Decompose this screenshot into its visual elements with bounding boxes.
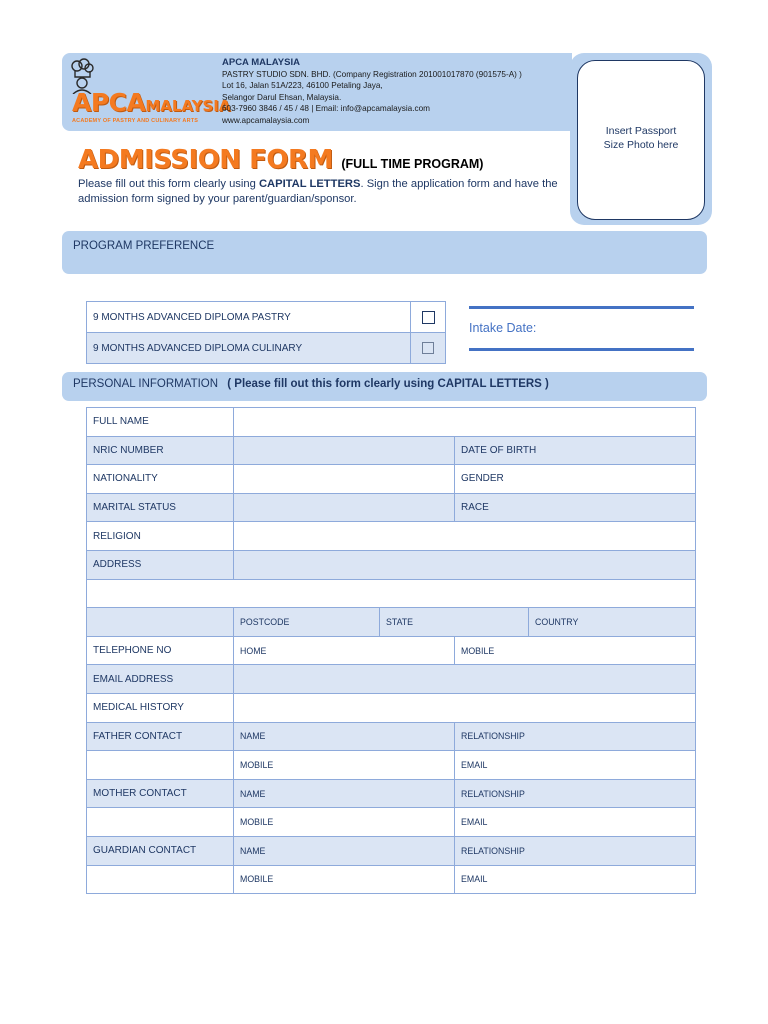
table-row	[87, 636, 696, 665]
passport-photo-box[interactable]	[577, 60, 705, 220]
address-spacer	[87, 608, 234, 637]
race-field[interactable]: RACE	[455, 493, 696, 522]
full-name-label: FULL NAME	[87, 408, 234, 437]
program-checkbox-cell	[411, 333, 446, 364]
company-address-2: Selangor Darul Ehsan, Malaysia.	[222, 92, 342, 102]
company-name: APCA MALAYSIA	[222, 57, 300, 68]
guardian-name-field[interactable]: NAME	[234, 836, 455, 865]
table-row	[87, 436, 696, 465]
father-contact-label: FATHER CONTACT	[87, 722, 234, 751]
dob-field[interactable]: DATE OF BIRTH	[455, 436, 696, 465]
program-table	[86, 301, 446, 364]
personal-info-table	[86, 407, 696, 894]
table-row	[87, 865, 696, 894]
table-row	[87, 493, 696, 522]
nric-input[interactable]	[234, 436, 455, 465]
company-registration: PASTRY STUDIO SDN. BHD. (Company Registration 201001017870 (901575-A) )	[222, 69, 522, 79]
address-input-1[interactable]	[234, 550, 696, 579]
full-name-input[interactable]	[234, 408, 696, 437]
address-input-2[interactable]	[87, 579, 696, 608]
table-row	[87, 779, 696, 808]
guardian-contact-label: GUARDIAN CONTACT	[87, 836, 234, 865]
state-field[interactable]: STATE	[380, 608, 529, 637]
intake-divider-top	[469, 306, 694, 309]
mother-spacer	[87, 808, 234, 837]
section-program-preference	[62, 231, 707, 274]
table-row	[87, 408, 696, 437]
nationality-label: NATIONALITY	[87, 465, 234, 494]
photo-label-2: Size Photo here	[603, 139, 679, 151]
guardian-email-field[interactable]: EMAIL	[455, 865, 696, 894]
nationality-input[interactable]	[234, 465, 455, 494]
photo-label-1: Insert Passport	[605, 125, 677, 137]
medical-history-label: MEDICAL HISTORY	[87, 693, 234, 722]
religion-label: RELIGION	[87, 522, 234, 551]
mother-relationship-field[interactable]: RELATIONSHIP	[455, 779, 696, 808]
table-row	[87, 579, 696, 608]
religion-input[interactable]	[234, 522, 696, 551]
program-checkbox-cell	[411, 302, 446, 333]
title-sub: (FULL TIME PROGRAM)	[341, 157, 484, 171]
section-personal-title: PERSONAL INFORMATION	[73, 378, 219, 390]
apca-logo	[64, 58, 231, 128]
table-row	[87, 665, 696, 694]
intro-emphasis: CAPITAL LETTERS	[258, 178, 361, 190]
program-row	[87, 333, 446, 364]
table-row	[87, 808, 696, 837]
intake-date-field[interactable]: Intake Date:	[469, 321, 537, 335]
postcode-field[interactable]: POSTCODE	[234, 608, 380, 637]
title-main: ADMISSION FORM	[78, 145, 333, 175]
intro-text: Please fill out this form clearly using CAPITAL LETTERS. Sign the application form and have the admission form signed by your parent/guardian/sponsor.	[78, 178, 558, 205]
table-row	[87, 550, 696, 579]
program-label: 9 MONTHS ADVANCED DIPLOMA CULINARY	[87, 333, 411, 364]
company-website: www.apcamalaysia.com	[222, 115, 310, 125]
nric-label: NRIC NUMBER	[87, 436, 234, 465]
email-address-label: EMAIL ADDRESS	[87, 665, 234, 694]
father-spacer	[87, 751, 234, 780]
telephone-label: TELEPHONE NO	[87, 636, 234, 665]
home-phone-field[interactable]: HOME	[234, 636, 455, 665]
section-personal-information	[62, 372, 707, 401]
company-contact: 603-7960 3846 / 45 / 48 | Email: info@apcamalaysia.com	[222, 104, 430, 113]
guardian-spacer	[87, 865, 234, 894]
program-pastry-checkbox[interactable]	[422, 311, 435, 324]
mother-contact-label: MOTHER CONTACT	[87, 779, 234, 808]
table-row	[87, 608, 696, 637]
program-culinary-checkbox[interactable]	[422, 342, 434, 354]
table-row	[87, 465, 696, 494]
table-row	[87, 836, 696, 865]
table-row	[87, 722, 696, 751]
table-row	[87, 751, 696, 780]
mother-email-field[interactable]: EMAIL	[455, 808, 696, 837]
intake-divider-bottom	[469, 348, 694, 351]
section-program-title: PROGRAM PREFERENCE	[73, 240, 215, 252]
father-email-field[interactable]: EMAIL	[455, 751, 696, 780]
gender-field[interactable]: GENDER	[455, 465, 696, 494]
mobile-phone-field[interactable]: MOBILE	[455, 636, 696, 665]
section-personal-note: ( Please fill out this form clearly using CAPITAL LETTERS )	[227, 378, 549, 390]
table-row	[87, 693, 696, 722]
address-label: ADDRESS	[87, 550, 234, 579]
father-mobile-field[interactable]: MOBILE	[234, 751, 455, 780]
company-address-1: Lot 16, Jalan 51A/223, 46100 Petaling Jaya,	[222, 81, 383, 90]
table-row	[87, 522, 696, 551]
program-label: 9 MONTHS ADVANCED DIPLOMA PASTRY	[87, 302, 411, 333]
page-title	[78, 145, 483, 175]
marital-status-input[interactable]	[234, 493, 455, 522]
father-relationship-field[interactable]: RELATIONSHIP	[455, 722, 696, 751]
email-address-input[interactable]	[234, 665, 696, 694]
mother-name-field[interactable]: NAME	[234, 779, 455, 808]
guardian-mobile-field[interactable]: MOBILE	[234, 865, 455, 894]
logo-tagline: ACADEMY OF PASTRY AND CULINARY ARTS	[72, 118, 199, 124]
program-row	[87, 302, 446, 333]
company-info	[222, 57, 522, 126]
country-field[interactable]: COUNTRY	[529, 608, 696, 637]
mother-mobile-field[interactable]: MOBILE	[234, 808, 455, 837]
marital-status-label: MARITAL STATUS	[87, 493, 234, 522]
guardian-relationship-field[interactable]: RELATIONSHIP	[455, 836, 696, 865]
medical-history-input[interactable]	[234, 693, 696, 722]
father-name-field[interactable]: NAME	[234, 722, 455, 751]
logo-brand: APCAMALAYSIA	[72, 88, 231, 117]
